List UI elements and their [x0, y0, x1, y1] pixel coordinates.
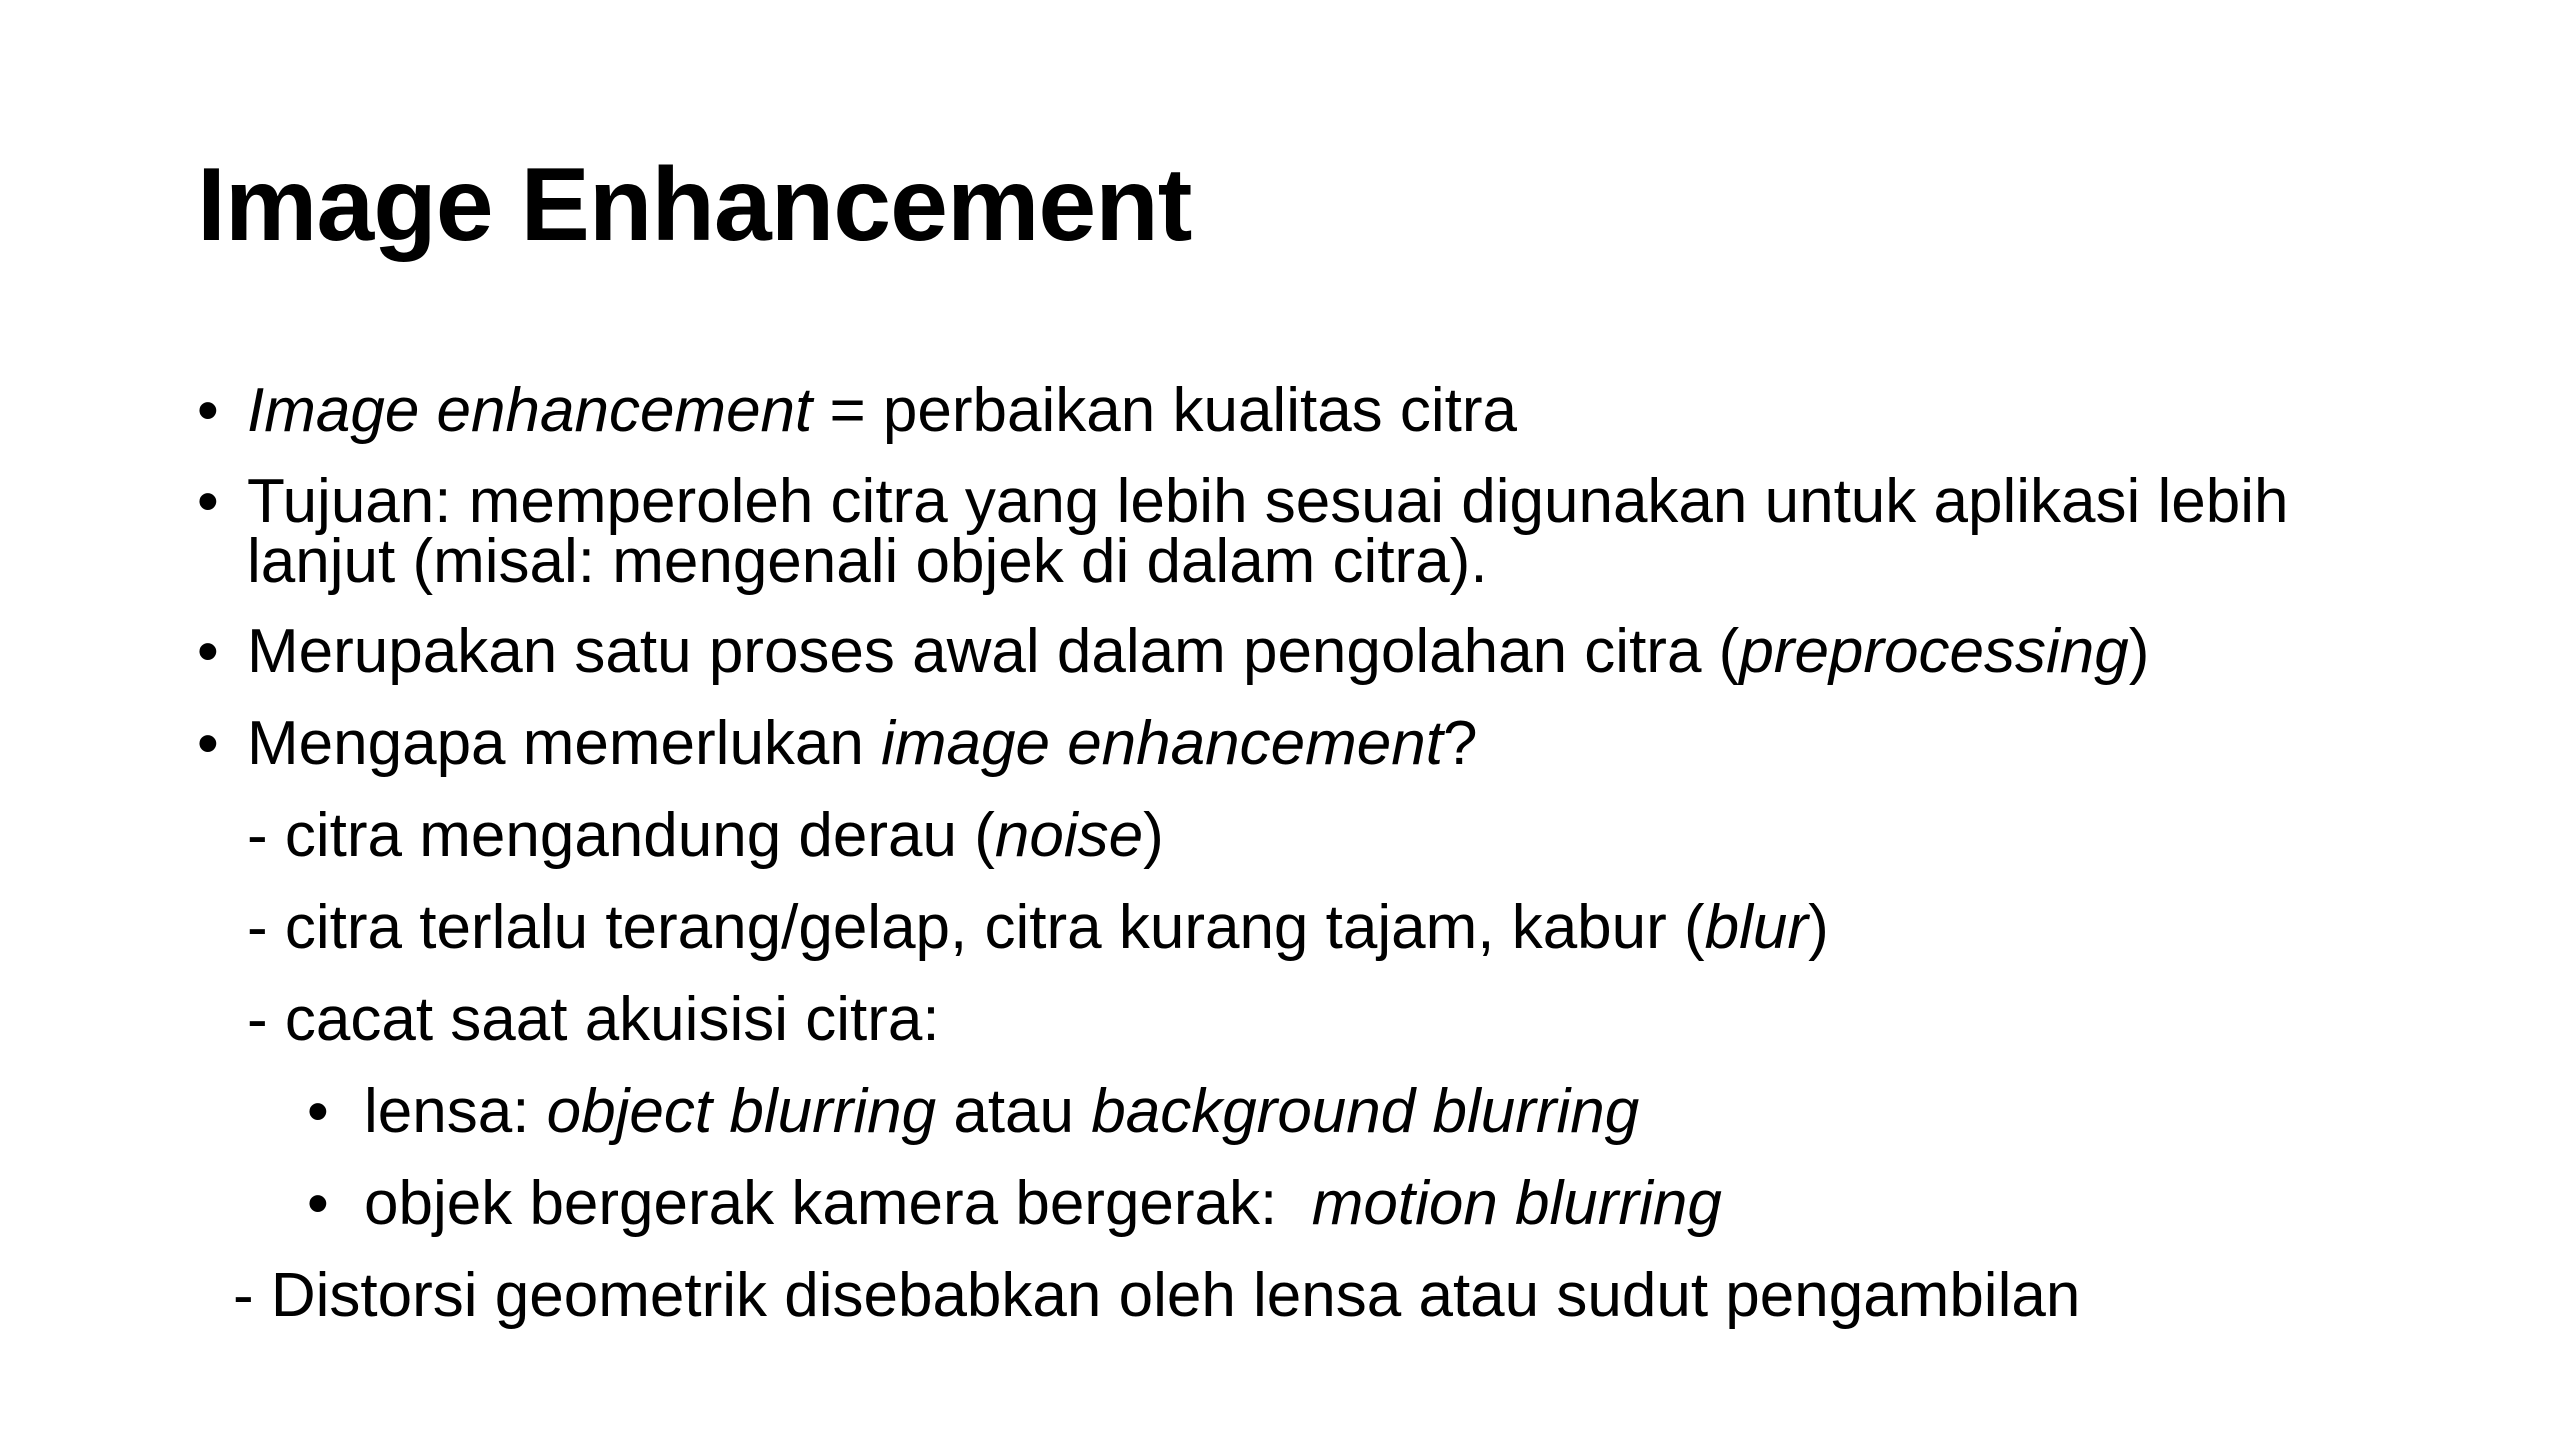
bullet-item-preprocessing: [197, 617, 2437, 687]
lens-middle: atau: [936, 1077, 1092, 1147]
term-object-blurring: object blurring: [546, 1077, 937, 1147]
reason-distortion: [197, 1261, 2437, 1331]
reason-blur-close: ): [1808, 893, 1829, 963]
bullet-dot-icon: •: [197, 617, 219, 687]
definition-text: = perbaikan kualitas citra: [812, 376, 1518, 445]
why-question-mark: ?: [1442, 709, 1478, 779]
bullet-dot-icon: •: [197, 467, 219, 536]
reason-noise-close: ): [1143, 801, 1164, 871]
term-image-enhancement: Image enhancement: [247, 376, 813, 445]
bullet-item-definition: [197, 376, 2437, 445]
bullet-dot-icon: •: [307, 1077, 329, 1147]
reason-distortion-text: - Distorsi geometrik disebabkan oleh lensa atau sudut pengambilan: [233, 1261, 2081, 1331]
lens-text: lensa:: [364, 1077, 547, 1147]
term-motion-blurring: motion blurring: [1311, 1169, 1722, 1239]
reason-noise: [197, 801, 2437, 871]
reason-acquisition: [197, 985, 2437, 1055]
bullet-dot-icon: •: [197, 376, 219, 445]
bullet-dot-icon: •: [307, 1169, 329, 1239]
term-background-blurring: background blurring: [1091, 1077, 1640, 1147]
sub-bullet-lens: [197, 1077, 2437, 1147]
reason-blur: [197, 893, 2437, 963]
bullet-item-why: [197, 709, 2437, 779]
goal-text: Tujuan: memperoleh citra yang lebih sesuai digunakan untuk aplikasi lebih lanjut (misal: mengenali objek di dalam citra).: [247, 467, 2289, 596]
slide-content: [197, 376, 2437, 1331]
term-image-enhancement-2: image enhancement: [881, 709, 1443, 779]
bullet-item-goal: [197, 467, 2437, 596]
reason-noise-text: - citra mengandung derau (: [247, 801, 995, 871]
sub-bullet-motion: [197, 1169, 2437, 1239]
why-text: Mengapa memerlukan: [247, 709, 882, 779]
bullet-dot-icon: •: [197, 709, 219, 779]
reason-acquisition-text: - cacat saat akuisisi citra:: [247, 985, 940, 1055]
preprocessing-close: ): [2128, 617, 2150, 687]
slide-title: Image Enhancement: [197, 147, 1192, 263]
motion-text: objek bergerak kamera bergerak:: [364, 1169, 1312, 1239]
preprocessing-text: Merupakan satu proses awal dalam pengolahan citra (: [247, 617, 1740, 687]
term-blur: blur: [1704, 893, 1809, 963]
term-preprocessing: preprocessing: [1739, 617, 2129, 687]
term-noise: noise: [994, 801, 1144, 871]
reason-blur-text: - citra terlalu terang/gelap, citra kurang tajam, kabur (: [247, 893, 1705, 963]
